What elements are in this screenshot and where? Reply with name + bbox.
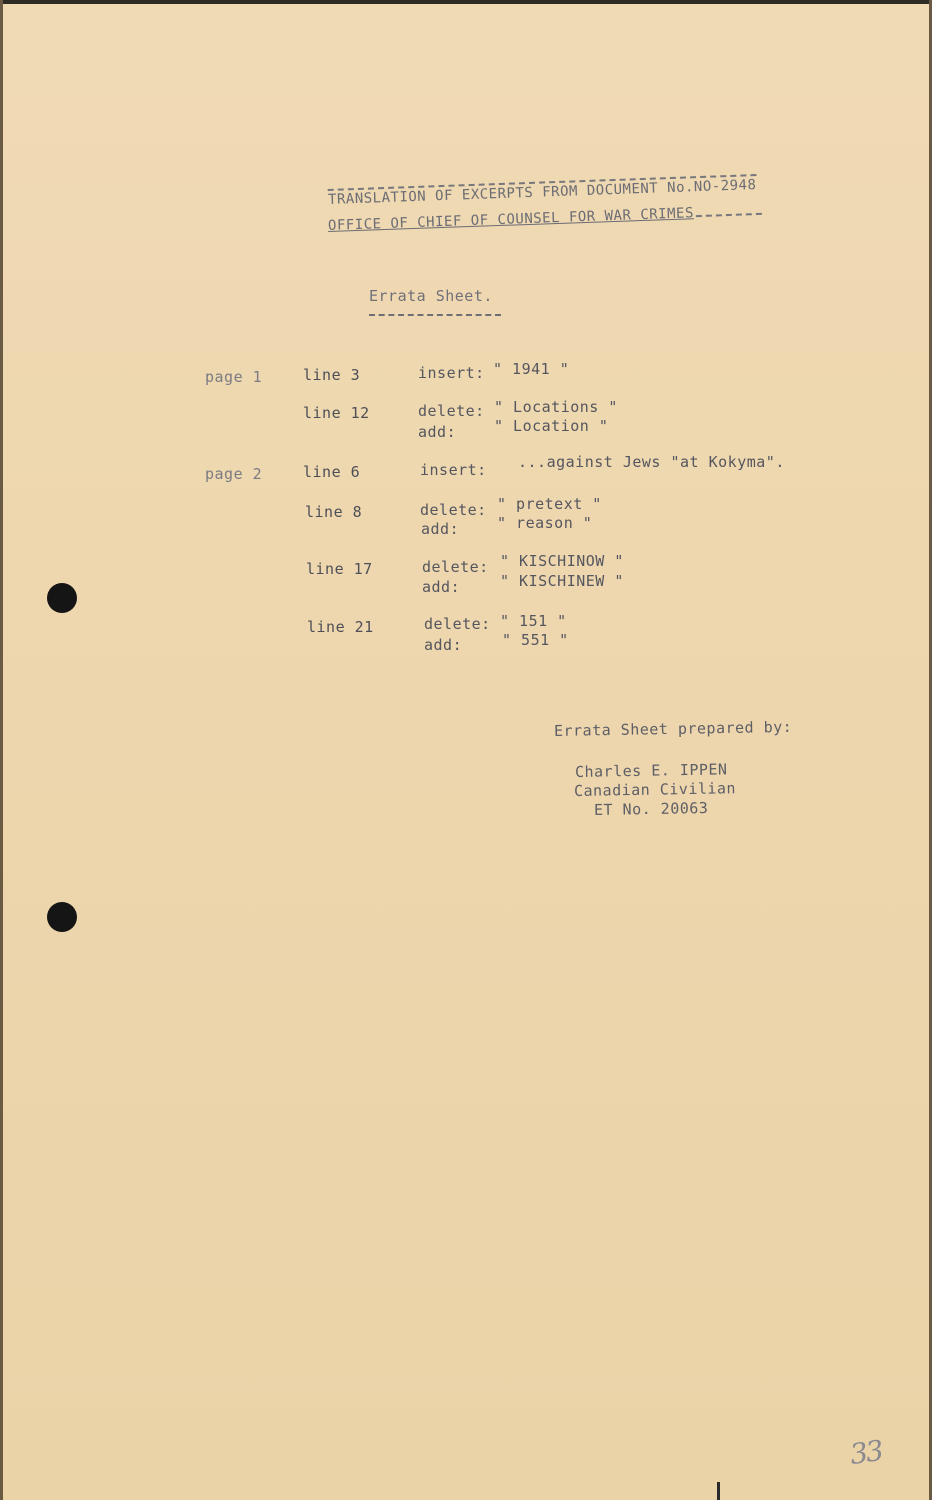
entry-line: line 3 (303, 366, 361, 384)
punch-hole-upper (47, 583, 77, 613)
entry-operation-add: add: (421, 520, 460, 538)
entry-operation: insert: (420, 461, 487, 479)
document-header-line2 (328, 203, 762, 234)
entry-line: line 17 (306, 560, 373, 578)
page-left-edge (0, 0, 3, 1500)
entry-value: " 1941 " (493, 360, 570, 378)
entry-page: page 2 (205, 465, 263, 483)
preparer-id: ET No. 20063 (593, 799, 709, 819)
errata-title-rule (369, 314, 501, 316)
entry-line: line 8 (305, 503, 363, 521)
entry-value: " 151 " (500, 612, 567, 630)
entry-operation-add: add: (418, 423, 457, 441)
punch-hole-lower (47, 902, 77, 932)
handwritten-page-number: 33 (847, 1433, 884, 1472)
page-top-edge (0, 0, 932, 4)
preparer-name: Charles E. IPPEN (574, 760, 728, 781)
entry-value-add: " reason " (497, 514, 593, 532)
entry-operation: delete: (422, 558, 489, 576)
entry-operation: insert: (418, 364, 485, 382)
entry-page: page 1 (205, 368, 263, 386)
entry-value-add: " 551 " (502, 631, 569, 649)
entry-value: " KISCHINOW " (500, 552, 624, 570)
entry-operation-add: add: (424, 636, 463, 654)
document-header-line1: TRANSLATION OF EXCERPTS FROM DOCUMENT No.NO-2948 (328, 174, 757, 208)
bottom-edge-mark (717, 1482, 720, 1500)
header-line2-dashes (696, 213, 762, 217)
entry-value: ...against Jews "at Kokyma". (518, 453, 785, 471)
errata-title: Errata Sheet. (369, 287, 493, 305)
entry-line: line 12 (303, 404, 370, 422)
preparer-role: Canadian Civilian (573, 779, 737, 800)
errata-prepared-by: Errata Sheet prepared by: (553, 717, 793, 740)
entry-operation-add: add: (422, 578, 461, 596)
entry-operation: delete: (424, 615, 491, 633)
header-line2-text: OFFICE OF CHIEF OF COUNSEL FOR WAR CRIMES (327, 205, 695, 234)
entry-line: line 21 (307, 618, 374, 636)
entry-line: line 6 (303, 463, 361, 481)
entry-operation: delete: (418, 402, 485, 420)
entry-value-add: " KISCHINEW " (500, 572, 624, 590)
entry-value-add: " Location " (494, 417, 609, 435)
entry-value: " Locations " (494, 398, 618, 416)
entry-value: " pretext " (497, 495, 602, 513)
entry-operation: delete: (420, 501, 487, 519)
